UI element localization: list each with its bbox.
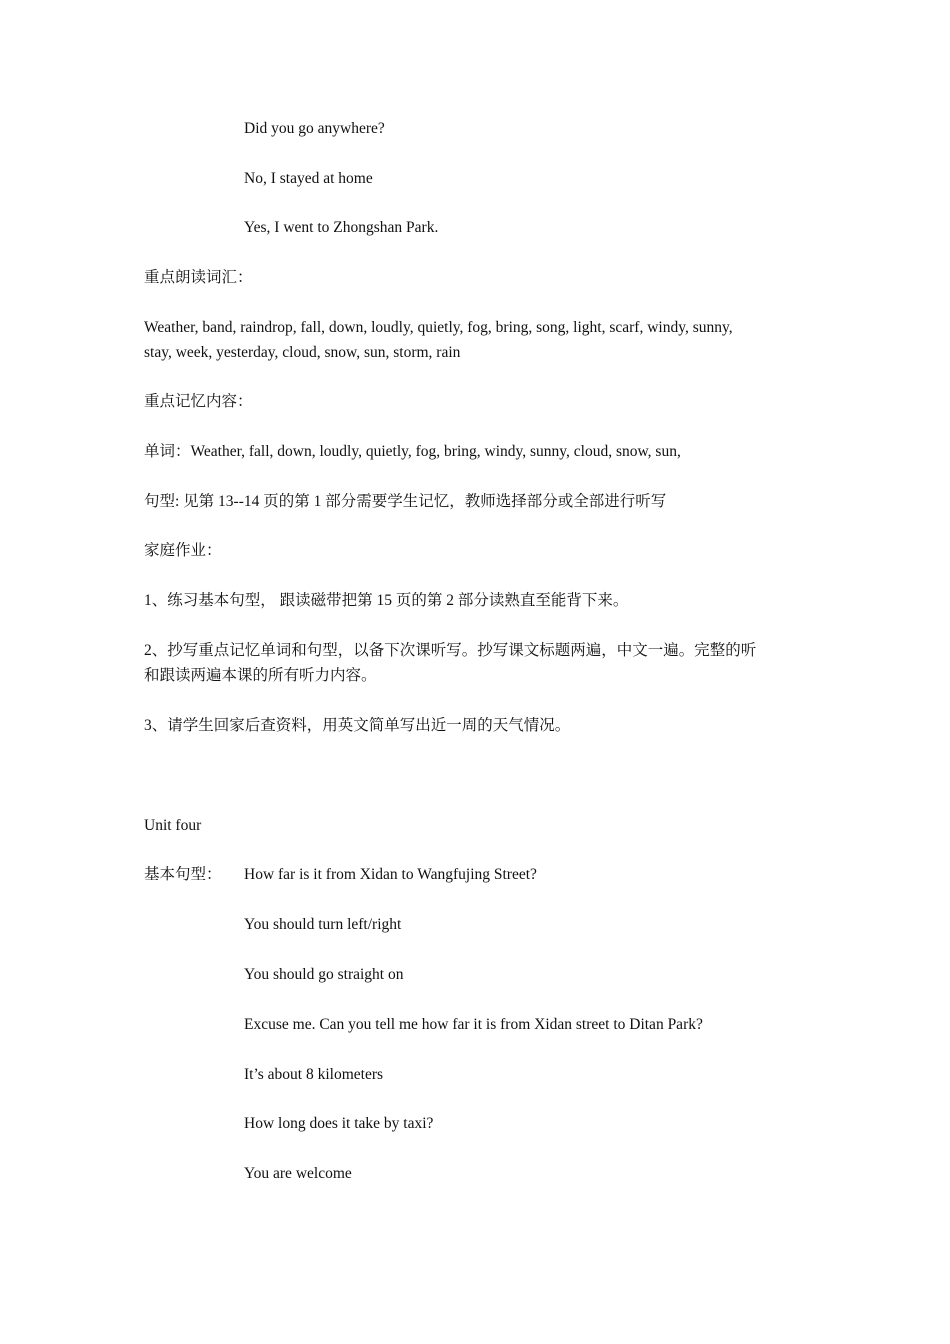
memory-heading: 重点记忆内容： <box>144 393 253 410</box>
reading-vocab-heading: 重点朗读词汇： <box>144 269 253 286</box>
reading-vocab-line: stay, week, yesterday, cloud, snow, sun, storm, rain <box>144 344 461 361</box>
homework-heading: 家庭作业： <box>144 542 222 559</box>
unit4-sentence: How far is it from Xidan to Wangfujing Street? <box>244 866 537 883</box>
unit3-sentence: No, I stayed at home <box>244 170 373 187</box>
unit4-title: Unit four <box>144 817 202 834</box>
unit4-patterns-label: 基本句型： <box>144 866 222 883</box>
memory-words: 单词：Weather, fall, down, loudly, quietly, fog, bring, windy, sunny, cloud, snow, sun, <box>144 443 681 460</box>
unit4-sentence: You should go straight on <box>244 966 404 983</box>
unit4-sentence: Excuse me. Can you tell me how far it is from Xidan street to Ditan Park? <box>244 1016 703 1033</box>
unit3-sentence: Did you go anywhere? <box>244 120 385 137</box>
unit4-sentence: You should turn left/right <box>244 916 402 933</box>
unit3-sentence: Yes, I went to Zhongshan Park. <box>244 219 439 236</box>
homework-item: 3、请学生回家后查资料，用英文简单写出近一周的天气情况。 <box>144 717 571 734</box>
reading-vocab-line: Weather, band, raindrop, fall, down, loudly, quietly, fog, bring, song, light, scarf, windy, sunny, <box>144 319 733 336</box>
memory-patterns: 句型: 见第 13--14 页的第 1 部分需要学生记忆，教师选择部分或全部进行听写 <box>144 493 667 510</box>
unit4-sentence: It’s about 8 kilometers <box>244 1066 384 1083</box>
unit4-sentence: You are welcome <box>244 1165 352 1182</box>
unit4-sentence: How long does it take by taxi? <box>244 1115 434 1132</box>
homework-item-continuation: 和跟读两遍本课的所有听力内容。 <box>144 667 377 684</box>
homework-item: 2、抄写重点记忆单词和句型，以备下次课听写。抄写课文标题两遍，中文一遍。完整的听 <box>144 642 757 659</box>
homework-item: 1、练习基本句型， 跟读磁带把第 15 页的第 2 部分读熟直至能背下来。 <box>144 592 629 609</box>
